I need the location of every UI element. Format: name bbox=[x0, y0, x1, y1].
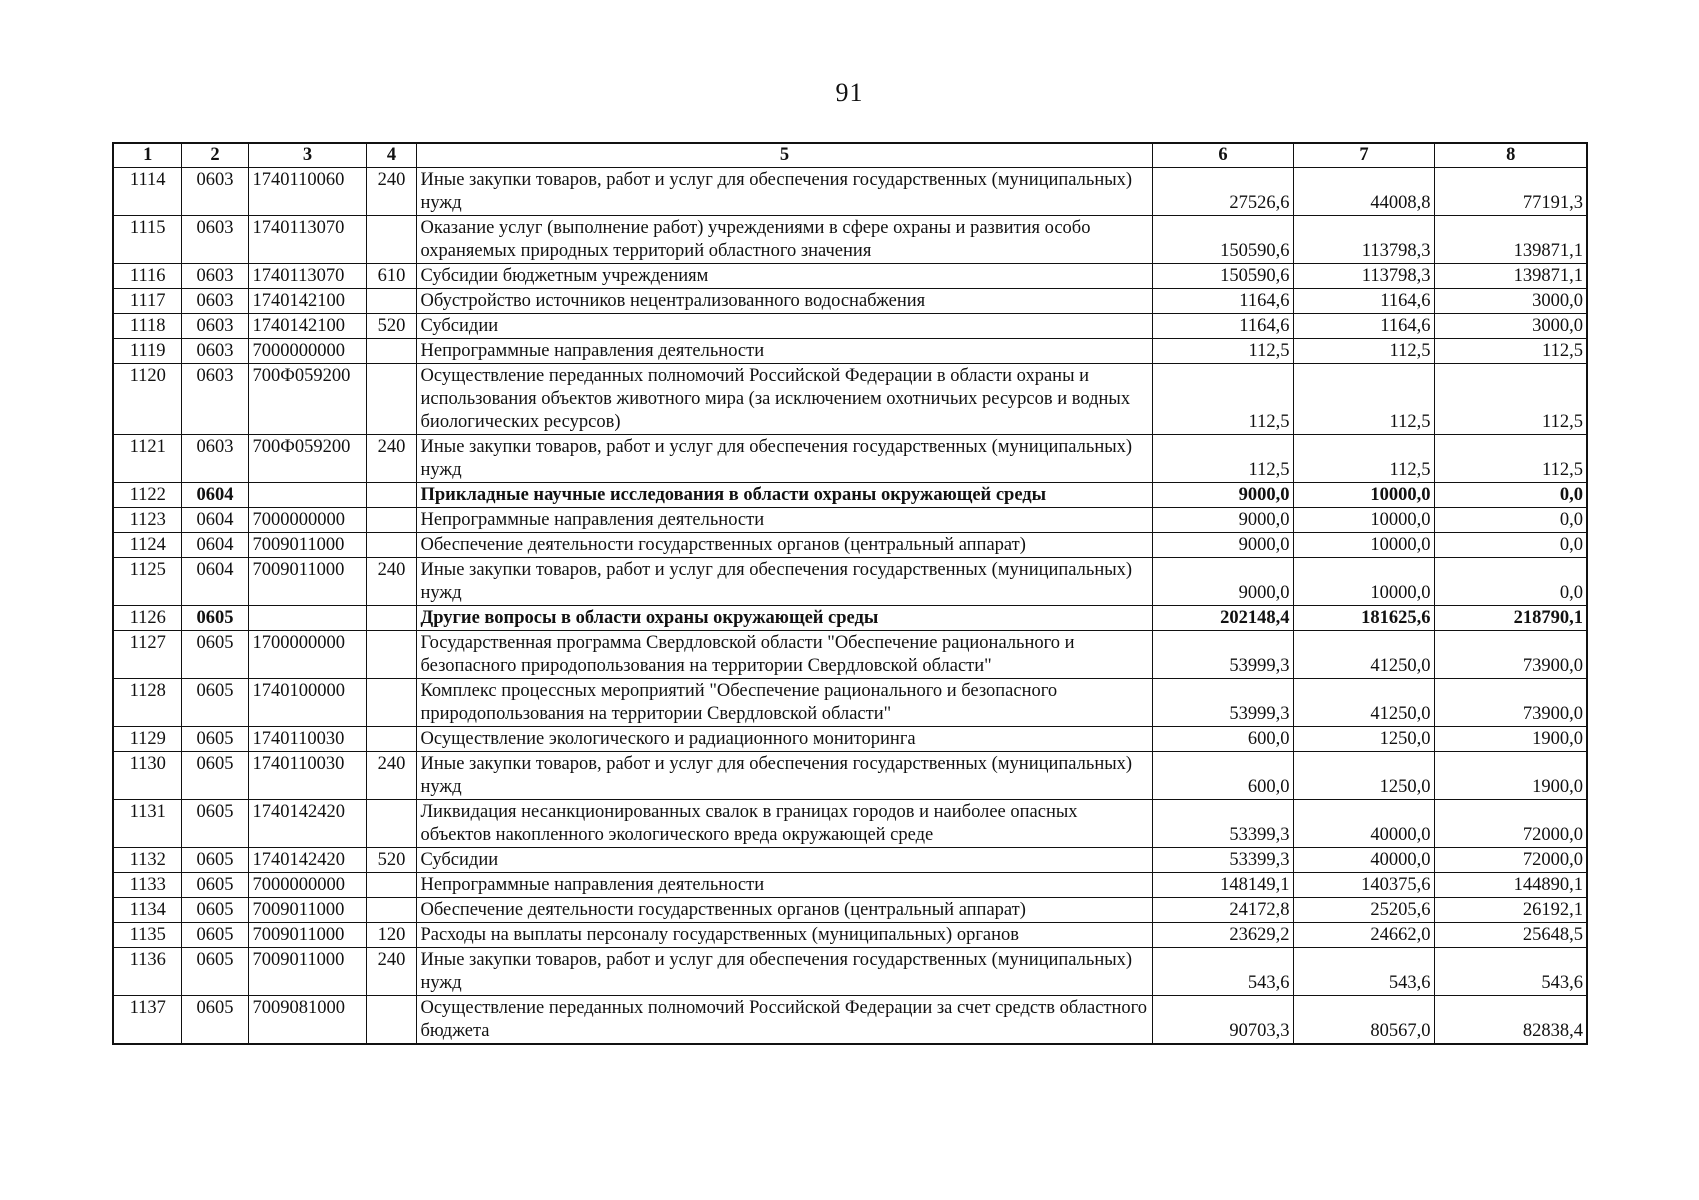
table-row bbox=[113, 314, 1587, 339]
row-number-cell: 1119 bbox=[113, 339, 181, 364]
target-article-cell: 1740142100 bbox=[248, 289, 366, 314]
row-number-cell: 1135 bbox=[113, 923, 181, 948]
table-row bbox=[113, 948, 1587, 996]
amount-year-2-cell: 1164,6 bbox=[1293, 289, 1434, 314]
amount-year-3-cell: 112,5 bbox=[1434, 364, 1587, 435]
target-article-cell bbox=[248, 606, 366, 631]
expense-type-cell bbox=[366, 289, 416, 314]
amount-year-3-cell: 26192,1 bbox=[1434, 898, 1587, 923]
section-code-cell: 0603 bbox=[181, 289, 248, 314]
amount-year-3-cell: 543,6 bbox=[1434, 948, 1587, 996]
amount-year-1-cell: 9000,0 bbox=[1152, 483, 1293, 508]
item-name-cell: Осуществление переданных полномочий Российской Федерации за счет средств областного бюджета bbox=[416, 996, 1152, 1045]
target-article-cell: 7009011000 bbox=[248, 558, 366, 606]
target-article-cell: 7009081000 bbox=[248, 996, 366, 1045]
section-code-cell: 0605 bbox=[181, 800, 248, 848]
amount-year-2-cell: 25205,6 bbox=[1293, 898, 1434, 923]
amount-year-2-cell: 543,6 bbox=[1293, 948, 1434, 996]
amount-year-3-cell: 218790,1 bbox=[1434, 606, 1587, 631]
item-name-cell: Расходы на выплаты персоналу государственных (муниципальных) органов bbox=[416, 923, 1152, 948]
target-article-cell: 1740113070 bbox=[248, 216, 366, 264]
amount-year-2-cell: 40000,0 bbox=[1293, 800, 1434, 848]
section-code-cell: 0603 bbox=[181, 314, 248, 339]
row-number-cell: 1128 bbox=[113, 679, 181, 727]
table-body bbox=[113, 168, 1587, 1045]
amount-year-1-cell: 53399,3 bbox=[1152, 800, 1293, 848]
section-code-cell: 0604 bbox=[181, 558, 248, 606]
amount-year-3-cell: 144890,1 bbox=[1434, 873, 1587, 898]
expense-type-cell: 240 bbox=[366, 948, 416, 996]
target-article-cell: 7000000000 bbox=[248, 339, 366, 364]
column-header-5: 5 bbox=[416, 143, 1152, 168]
table-row bbox=[113, 752, 1587, 800]
row-number-cell: 1137 bbox=[113, 996, 181, 1045]
column-header-8: 8 bbox=[1434, 143, 1587, 168]
row-number-cell: 1130 bbox=[113, 752, 181, 800]
item-name-cell: Осуществление экологического и радиационного мониторинга bbox=[416, 727, 1152, 752]
table-row bbox=[113, 873, 1587, 898]
expense-type-cell bbox=[366, 631, 416, 679]
table-row bbox=[113, 558, 1587, 606]
section-code-cell: 0603 bbox=[181, 216, 248, 264]
amount-year-3-cell: 0,0 bbox=[1434, 483, 1587, 508]
page-number: 91 bbox=[835, 78, 864, 107]
item-name-cell: Другие вопросы в области охраны окружающей среды bbox=[416, 606, 1152, 631]
section-code-cell: 0605 bbox=[181, 752, 248, 800]
amount-year-1-cell: 23629,2 bbox=[1152, 923, 1293, 948]
amount-year-2-cell: 1250,0 bbox=[1293, 752, 1434, 800]
target-article-cell: 1740142420 bbox=[248, 848, 366, 873]
table-row bbox=[113, 606, 1587, 631]
row-number-cell: 1134 bbox=[113, 898, 181, 923]
amount-year-1-cell: 112,5 bbox=[1152, 339, 1293, 364]
expense-type-cell bbox=[366, 533, 416, 558]
amount-year-1-cell: 1164,6 bbox=[1152, 289, 1293, 314]
table-row bbox=[113, 679, 1587, 727]
item-name-cell: Обеспечение деятельности государственных органов (центральный аппарат) bbox=[416, 533, 1152, 558]
amount-year-2-cell: 80567,0 bbox=[1293, 996, 1434, 1045]
table-header bbox=[113, 143, 1587, 168]
amount-year-2-cell: 1250,0 bbox=[1293, 727, 1434, 752]
target-article-cell: 7000000000 bbox=[248, 873, 366, 898]
table-row bbox=[113, 631, 1587, 679]
amount-year-2-cell: 113798,3 bbox=[1293, 264, 1434, 289]
amount-year-3-cell: 139871,1 bbox=[1434, 216, 1587, 264]
amount-year-2-cell: 112,5 bbox=[1293, 339, 1434, 364]
item-name-cell: Иные закупки товаров, работ и услуг для обеспечения государственных (муниципальных) нужд bbox=[416, 558, 1152, 606]
expense-type-cell bbox=[366, 727, 416, 752]
amount-year-2-cell: 10000,0 bbox=[1293, 508, 1434, 533]
amount-year-1-cell: 112,5 bbox=[1152, 364, 1293, 435]
section-code-cell: 0603 bbox=[181, 435, 248, 483]
row-number-cell: 1123 bbox=[113, 508, 181, 533]
amount-year-1-cell: 600,0 bbox=[1152, 727, 1293, 752]
amount-year-2-cell: 10000,0 bbox=[1293, 558, 1434, 606]
item-name-cell: Непрограммные направления деятельности bbox=[416, 339, 1152, 364]
expense-type-cell bbox=[366, 364, 416, 435]
expense-type-cell bbox=[366, 873, 416, 898]
section-code-cell: 0605 bbox=[181, 948, 248, 996]
expense-type-cell: 240 bbox=[366, 168, 416, 216]
amount-year-3-cell: 0,0 bbox=[1434, 508, 1587, 533]
section-code-cell: 0605 bbox=[181, 606, 248, 631]
section-code-cell: 0605 bbox=[181, 898, 248, 923]
expense-type-cell bbox=[366, 508, 416, 533]
amount-year-2-cell: 181625,6 bbox=[1293, 606, 1434, 631]
table-row bbox=[113, 364, 1587, 435]
section-code-cell: 0605 bbox=[181, 848, 248, 873]
table-row bbox=[113, 508, 1587, 533]
amount-year-3-cell: 72000,0 bbox=[1434, 800, 1587, 848]
item-name-cell: Иные закупки товаров, работ и услуг для обеспечения государственных (муниципальных) нужд bbox=[416, 752, 1152, 800]
section-code-cell: 0603 bbox=[181, 339, 248, 364]
budget-table bbox=[112, 142, 1588, 1045]
amount-year-1-cell: 9000,0 bbox=[1152, 508, 1293, 533]
item-name-cell: Обустройство источников нецентрализованного водоснабжения bbox=[416, 289, 1152, 314]
table-row bbox=[113, 339, 1587, 364]
expense-type-cell: 520 bbox=[366, 848, 416, 873]
amount-year-3-cell: 3000,0 bbox=[1434, 314, 1587, 339]
expense-type-cell bbox=[366, 996, 416, 1045]
amount-year-1-cell: 53399,3 bbox=[1152, 848, 1293, 873]
expense-type-cell bbox=[366, 679, 416, 727]
item-name-cell: Непрограммные направления деятельности bbox=[416, 873, 1152, 898]
expense-type-cell bbox=[366, 606, 416, 631]
item-name-cell: Прикладные научные исследования в области охраны окружающей среды bbox=[416, 483, 1152, 508]
expense-type-cell: 240 bbox=[366, 435, 416, 483]
amount-year-3-cell: 139871,1 bbox=[1434, 264, 1587, 289]
item-name-cell: Непрограммные направления деятельности bbox=[416, 508, 1152, 533]
table-row bbox=[113, 533, 1587, 558]
amount-year-3-cell: 82838,4 bbox=[1434, 996, 1587, 1045]
expense-type-cell: 610 bbox=[366, 264, 416, 289]
amount-year-2-cell: 44008,8 bbox=[1293, 168, 1434, 216]
row-number-cell: 1127 bbox=[113, 631, 181, 679]
amount-year-3-cell: 0,0 bbox=[1434, 533, 1587, 558]
target-article-cell: 7000000000 bbox=[248, 508, 366, 533]
amount-year-3-cell: 112,5 bbox=[1434, 339, 1587, 364]
item-name-cell: Субсидии bbox=[416, 848, 1152, 873]
amount-year-1-cell: 112,5 bbox=[1152, 435, 1293, 483]
column-header-2: 2 bbox=[181, 143, 248, 168]
row-number-cell: 1116 bbox=[113, 264, 181, 289]
amount-year-3-cell: 0,0 bbox=[1434, 558, 1587, 606]
section-code-cell: 0605 bbox=[181, 996, 248, 1045]
amount-year-1-cell: 1164,6 bbox=[1152, 314, 1293, 339]
expense-type-cell bbox=[366, 216, 416, 264]
row-number-cell: 1121 bbox=[113, 435, 181, 483]
amount-year-1-cell: 53999,3 bbox=[1152, 679, 1293, 727]
item-name-cell: Субсидии бюджетным учреждениям bbox=[416, 264, 1152, 289]
target-article-cell: 1740100000 bbox=[248, 679, 366, 727]
expense-type-cell bbox=[366, 483, 416, 508]
table-row bbox=[113, 898, 1587, 923]
target-article-cell bbox=[248, 483, 366, 508]
table-row bbox=[113, 483, 1587, 508]
amount-year-2-cell: 1164,6 bbox=[1293, 314, 1434, 339]
amount-year-2-cell: 112,5 bbox=[1293, 435, 1434, 483]
item-name-cell: Иные закупки товаров, работ и услуг для обеспечения государственных (муниципальных) нужд bbox=[416, 435, 1152, 483]
row-number-cell: 1114 bbox=[113, 168, 181, 216]
item-name-cell: Оказание услуг (выполнение работ) учреждениями в сфере охраны и развития особо охраняемых природных территорий областного значения bbox=[416, 216, 1152, 264]
target-article-cell: 1740110060 bbox=[248, 168, 366, 216]
target-article-cell: 7009011000 bbox=[248, 533, 366, 558]
amount-year-1-cell: 9000,0 bbox=[1152, 558, 1293, 606]
amount-year-2-cell: 113798,3 bbox=[1293, 216, 1434, 264]
item-name-cell: Государственная программа Свердловской области "Обеспечение рационального и безопасного природопользования на территории Свердловской области" bbox=[416, 631, 1152, 679]
row-number-cell: 1131 bbox=[113, 800, 181, 848]
amount-year-2-cell: 40000,0 bbox=[1293, 848, 1434, 873]
amount-year-1-cell: 600,0 bbox=[1152, 752, 1293, 800]
expense-type-cell: 520 bbox=[366, 314, 416, 339]
amount-year-1-cell: 9000,0 bbox=[1152, 533, 1293, 558]
table-row bbox=[113, 996, 1587, 1045]
item-name-cell: Ликвидация несанкционированных свалок в границах городов и наиболее опасных объектов накопленного экологического вреда окружающей среде bbox=[416, 800, 1152, 848]
column-header-4: 4 bbox=[366, 143, 416, 168]
target-article-cell: 700Ф059200 bbox=[248, 364, 366, 435]
column-header-6: 6 bbox=[1152, 143, 1293, 168]
row-number-cell: 1126 bbox=[113, 606, 181, 631]
amount-year-3-cell: 73900,0 bbox=[1434, 679, 1587, 727]
amount-year-1-cell: 148149,1 bbox=[1152, 873, 1293, 898]
target-article-cell: 7009011000 bbox=[248, 948, 366, 996]
table-row bbox=[113, 923, 1587, 948]
expense-type-cell: 240 bbox=[366, 752, 416, 800]
amount-year-3-cell: 112,5 bbox=[1434, 435, 1587, 483]
amount-year-2-cell: 41250,0 bbox=[1293, 679, 1434, 727]
amount-year-3-cell: 1900,0 bbox=[1434, 727, 1587, 752]
expense-type-cell bbox=[366, 898, 416, 923]
column-header-3: 3 bbox=[248, 143, 366, 168]
expense-type-cell bbox=[366, 339, 416, 364]
expense-type-cell: 120 bbox=[366, 923, 416, 948]
row-number-cell: 1115 bbox=[113, 216, 181, 264]
amount-year-2-cell: 24662,0 bbox=[1293, 923, 1434, 948]
table-row bbox=[113, 435, 1587, 483]
item-name-cell: Субсидии bbox=[416, 314, 1152, 339]
table-row bbox=[113, 264, 1587, 289]
target-article-cell: 7009011000 bbox=[248, 898, 366, 923]
section-code-cell: 0604 bbox=[181, 508, 248, 533]
target-article-cell: 1740110030 bbox=[248, 727, 366, 752]
amount-year-2-cell: 10000,0 bbox=[1293, 533, 1434, 558]
row-number-cell: 1122 bbox=[113, 483, 181, 508]
amount-year-1-cell: 150590,6 bbox=[1152, 264, 1293, 289]
target-article-cell: 7009011000 bbox=[248, 923, 366, 948]
amount-year-3-cell: 72000,0 bbox=[1434, 848, 1587, 873]
target-article-cell: 700Ф059200 bbox=[248, 435, 366, 483]
row-number-cell: 1124 bbox=[113, 533, 181, 558]
row-number-cell: 1132 bbox=[113, 848, 181, 873]
section-code-cell: 0603 bbox=[181, 364, 248, 435]
row-number-cell: 1129 bbox=[113, 727, 181, 752]
section-code-cell: 0604 bbox=[181, 483, 248, 508]
amount-year-1-cell: 543,6 bbox=[1152, 948, 1293, 996]
amount-year-2-cell: 112,5 bbox=[1293, 364, 1434, 435]
table-row bbox=[113, 848, 1587, 873]
amount-year-1-cell: 150590,6 bbox=[1152, 216, 1293, 264]
item-name-cell: Обеспечение деятельности государственных органов (центральный аппарат) bbox=[416, 898, 1152, 923]
table-row bbox=[113, 216, 1587, 264]
amount-year-3-cell: 3000,0 bbox=[1434, 289, 1587, 314]
section-code-cell: 0605 bbox=[181, 923, 248, 948]
row-number-cell: 1125 bbox=[113, 558, 181, 606]
row-number-cell: 1136 bbox=[113, 948, 181, 996]
column-header-7: 7 bbox=[1293, 143, 1434, 168]
item-name-cell: Иные закупки товаров, работ и услуг для обеспечения государственных (муниципальных) нужд bbox=[416, 168, 1152, 216]
item-name-cell: Иные закупки товаров, работ и услуг для обеспечения государственных (муниципальных) нужд bbox=[416, 948, 1152, 996]
section-code-cell: 0605 bbox=[181, 679, 248, 727]
target-article-cell: 1740142100 bbox=[248, 314, 366, 339]
row-number-cell: 1118 bbox=[113, 314, 181, 339]
expense-type-cell bbox=[366, 800, 416, 848]
table-row bbox=[113, 289, 1587, 314]
row-number-cell: 1133 bbox=[113, 873, 181, 898]
target-article-cell: 1740113070 bbox=[248, 264, 366, 289]
target-article-cell: 1740110030 bbox=[248, 752, 366, 800]
item-name-cell: Комплекс процессных мероприятий "Обеспечение рационального и безопасного природопользования на территории Свердловской области" bbox=[416, 679, 1152, 727]
target-article-cell: 1700000000 bbox=[248, 631, 366, 679]
section-code-cell: 0603 bbox=[181, 264, 248, 289]
row-number-cell: 1120 bbox=[113, 364, 181, 435]
section-code-cell: 0603 bbox=[181, 168, 248, 216]
amount-year-3-cell: 1900,0 bbox=[1434, 752, 1587, 800]
amount-year-1-cell: 27526,6 bbox=[1152, 168, 1293, 216]
section-code-cell: 0605 bbox=[181, 727, 248, 752]
amount-year-3-cell: 25648,5 bbox=[1434, 923, 1587, 948]
row-number-cell: 1117 bbox=[113, 289, 181, 314]
item-name-cell: Осуществление переданных полномочий Российской Федерации в области охраны и использования объектов животного мира (за исключением охотничьих ресурсов и водных биологических ресурсов) bbox=[416, 364, 1152, 435]
amount-year-3-cell: 77191,3 bbox=[1434, 168, 1587, 216]
section-code-cell: 0605 bbox=[181, 631, 248, 679]
amount-year-2-cell: 140375,6 bbox=[1293, 873, 1434, 898]
table-row bbox=[113, 800, 1587, 848]
table-row bbox=[113, 727, 1587, 752]
amount-year-1-cell: 90703,3 bbox=[1152, 996, 1293, 1045]
section-code-cell: 0605 bbox=[181, 873, 248, 898]
expense-type-cell: 240 bbox=[366, 558, 416, 606]
amount-year-2-cell: 41250,0 bbox=[1293, 631, 1434, 679]
section-code-cell: 0604 bbox=[181, 533, 248, 558]
target-article-cell: 1740142420 bbox=[248, 800, 366, 848]
amount-year-1-cell: 53999,3 bbox=[1152, 631, 1293, 679]
amount-year-1-cell: 24172,8 bbox=[1152, 898, 1293, 923]
amount-year-1-cell: 202148,4 bbox=[1152, 606, 1293, 631]
table-row bbox=[113, 168, 1587, 216]
column-header-1: 1 bbox=[113, 143, 181, 168]
header-row bbox=[113, 143, 1587, 168]
amount-year-2-cell: 10000,0 bbox=[1293, 483, 1434, 508]
amount-year-3-cell: 73900,0 bbox=[1434, 631, 1587, 679]
